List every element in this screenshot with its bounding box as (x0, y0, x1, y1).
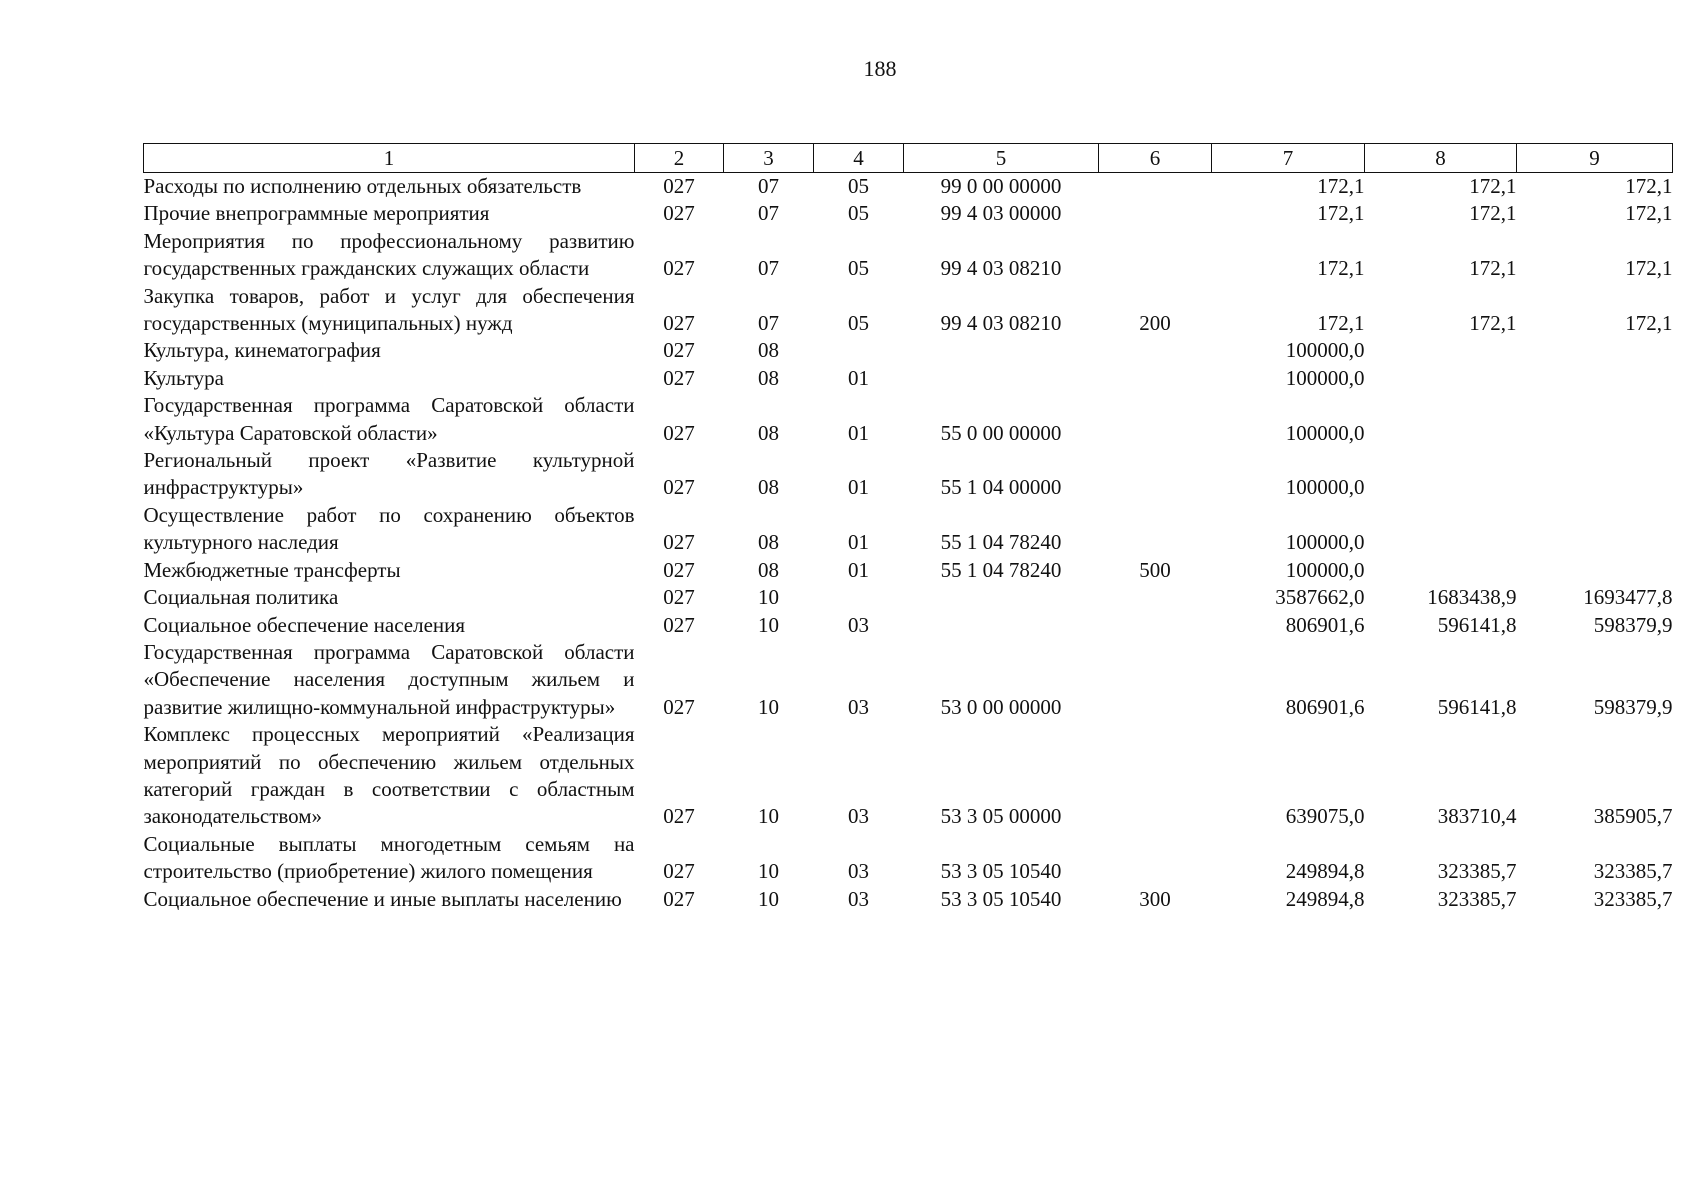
amount-col7-cell: 172,1 (1317, 311, 1365, 336)
amount-col9-cell (1517, 447, 1673, 502)
row-name-cell: Межбюджетные трансферты (143, 557, 401, 582)
column-header: 2 (635, 144, 724, 173)
code-cell: 027 (663, 804, 695, 829)
amount-col9-cell: 598379,9 (1593, 612, 1673, 637)
amount-col7-cell: 806901,6 (1285, 694, 1365, 719)
column-header: 8 (1365, 144, 1517, 173)
amount-col9-cell (1517, 392, 1673, 447)
column-header: 9 (1517, 144, 1673, 173)
amount-col9-cell: 172,1 (1625, 256, 1673, 281)
subsection-cell: 03 (848, 859, 869, 884)
amount-col8-cell: 323385,7 (1437, 859, 1517, 884)
row-name-cell: Культура, кинематография (143, 338, 381, 363)
target-article-cell: 99 4 03 08210 (940, 256, 1062, 281)
section-cell: 10 (758, 612, 779, 637)
amount-col9-cell: 598379,9 (1593, 694, 1673, 719)
table-row (144, 502, 1673, 557)
row-name-cell: Социальное обеспечение населения (143, 612, 466, 637)
subsection-cell: 05 (848, 311, 869, 336)
target-article-cell: 55 1 04 00000 (940, 475, 1062, 500)
section-cell: 10 (758, 804, 779, 829)
amount-col8-cell: 323385,7 (1437, 886, 1517, 911)
table-body (144, 173, 1673, 913)
amount-col7-cell: 806901,6 (1285, 612, 1365, 637)
amount-col8-cell (1365, 365, 1517, 392)
section-cell: 08 (758, 530, 779, 555)
code-cell: 027 (663, 530, 695, 555)
amount-col9-cell (1517, 337, 1673, 364)
table-row (144, 721, 1673, 831)
header-row (144, 144, 1673, 173)
target-article-cell (904, 365, 1099, 392)
subsection-cell: 03 (848, 804, 869, 829)
row-name-cell: Региональный проект «Развитие культурной инфраструктуры» (143, 448, 635, 500)
row-name-cell: Расходы по исполнению отдельных обязательств (143, 174, 582, 198)
amount-col8-cell: 172,1 (1469, 201, 1517, 226)
expense-type-cell (1099, 831, 1212, 886)
table-row (144, 337, 1673, 364)
subsection-cell: 01 (848, 365, 869, 390)
amount-col8-cell: 383710,4 (1437, 804, 1517, 829)
section-cell: 10 (758, 585, 779, 610)
section-cell: 07 (758, 311, 779, 336)
amount-col7-cell: 639075,0 (1285, 804, 1365, 829)
section-cell: 07 (758, 201, 779, 226)
amount-col8-cell (1365, 447, 1517, 502)
amount-col7-cell: 172,1 (1317, 256, 1365, 281)
code-cell: 027 (663, 612, 695, 637)
code-cell: 027 (663, 475, 695, 500)
amount-col8-cell (1365, 392, 1517, 447)
code-cell: 027 (663, 859, 695, 884)
section-cell: 08 (758, 475, 779, 500)
table-row (144, 173, 1673, 201)
row-name-cell: Государственная программа Саратовской области «Обеспечение населения доступным жильем и развитие жилищно-коммунальной инфраструктуры» (143, 639, 635, 719)
table-row (144, 228, 1673, 283)
amount-col7-cell: 100000,0 (1285, 557, 1365, 582)
target-article-cell: 99 0 00 00000 (940, 174, 1062, 198)
code-cell: 027 (663, 174, 695, 198)
expense-type-cell: 200 (1139, 311, 1171, 336)
subsection-cell (814, 584, 904, 611)
row-name-cell: Социальное обеспечение и иные выплаты населению (143, 886, 622, 911)
target-article-cell: 99 4 03 00000 (940, 201, 1062, 226)
target-article-cell: 53 3 05 00000 (940, 804, 1062, 829)
code-cell: 027 (663, 201, 695, 226)
table-row (144, 365, 1673, 392)
subsection-cell: 05 (848, 201, 869, 226)
subsection-cell: 01 (848, 420, 869, 445)
amount-col8-cell: 1683438,9 (1427, 585, 1517, 610)
table-row (144, 283, 1673, 338)
table-row (144, 584, 1673, 611)
row-name-cell: Социальные выплаты многодетным семьям на строительство (приобретение) жилого помещения (143, 831, 635, 884)
table-row (144, 831, 1673, 886)
subsection-cell: 01 (848, 530, 869, 555)
column-header: 5 (904, 144, 1099, 173)
subsection-cell: 03 (848, 886, 869, 911)
code-cell: 027 (663, 365, 695, 390)
amount-col9-cell (1517, 557, 1673, 584)
expense-type-cell (1099, 365, 1212, 392)
row-name-cell: Культура (143, 365, 224, 390)
amount-col7-cell: 172,1 (1317, 201, 1365, 226)
code-cell: 027 (663, 420, 695, 445)
subsection-cell: 03 (848, 694, 869, 719)
amount-col9-cell (1517, 365, 1673, 392)
code-cell: 027 (663, 311, 695, 336)
code-cell: 027 (663, 256, 695, 281)
expense-type-cell (1099, 584, 1212, 611)
subsection-cell (814, 337, 904, 364)
target-article-cell: 53 3 05 10540 (940, 886, 1062, 911)
column-header: 6 (1099, 144, 1212, 173)
amount-col9-cell: 323385,7 (1593, 886, 1673, 911)
column-header: 3 (724, 144, 814, 173)
amount-col9-cell: 172,1 (1625, 201, 1673, 226)
amount-col7-cell: 249894,8 (1285, 886, 1365, 911)
expense-type-cell (1099, 200, 1212, 227)
expense-type-cell (1099, 228, 1212, 283)
section-cell: 07 (758, 174, 779, 198)
expense-type-cell (1099, 337, 1212, 364)
code-cell: 027 (663, 694, 695, 719)
section-cell: 10 (758, 886, 779, 911)
subsection-cell: 05 (848, 174, 869, 198)
page-number: 188 (863, 56, 897, 81)
amount-col9-cell (1517, 502, 1673, 557)
amount-col7-cell: 100000,0 (1285, 365, 1365, 390)
code-cell: 027 (663, 886, 695, 911)
amount-col7-cell: 100000,0 (1285, 530, 1365, 555)
section-cell: 08 (758, 365, 779, 390)
expense-type-cell: 300 (1139, 886, 1171, 911)
table-row (144, 612, 1673, 639)
target-article-cell: 53 0 00 00000 (940, 694, 1062, 719)
amount-col9-cell: 172,1 (1625, 174, 1673, 198)
target-article-cell: 99 4 03 08210 (940, 311, 1062, 336)
amount-col8-cell: 172,1 (1469, 311, 1517, 336)
subsection-cell: 05 (848, 256, 869, 281)
section-cell: 10 (758, 694, 779, 719)
amount-col8-cell (1365, 337, 1517, 364)
row-name-cell: Закупка товаров, работ и услуг для обеспечения государственных (муниципальных) нужд (143, 283, 635, 336)
section-cell: 08 (758, 338, 779, 363)
subsection-cell: 01 (848, 557, 869, 582)
expense-type-cell (1099, 447, 1212, 502)
amount-col9-cell: 172,1 (1625, 311, 1673, 336)
row-name-cell: Прочие внепрограммные мероприятия (143, 201, 490, 226)
row-name-cell: Осуществление работ по сохранению объектов культурного наследия (143, 502, 635, 555)
amount-col8-cell (1365, 502, 1517, 557)
budget-table (143, 143, 1673, 913)
row-name-cell: Комплекс процессных мероприятий «Реализация мероприятий по обеспечению жильем отдельных категорий граждан в соответствии с областным законодательством» (143, 722, 635, 829)
expense-type-cell (1099, 721, 1212, 831)
target-article-cell: 53 3 05 10540 (940, 859, 1062, 884)
amount-col7-cell: 100000,0 (1285, 338, 1365, 363)
table-row (144, 447, 1673, 502)
expense-type-cell (1099, 612, 1212, 639)
expense-type-cell (1099, 392, 1212, 447)
amount-col9-cell: 385905,7 (1593, 804, 1673, 829)
target-article-cell (904, 612, 1099, 639)
code-cell: 027 (663, 338, 695, 363)
section-cell: 07 (758, 256, 779, 281)
column-header: 1 (144, 144, 635, 173)
target-article-cell: 55 1 04 78240 (940, 557, 1062, 582)
expense-type-cell: 500 (1139, 557, 1171, 582)
target-article-cell (904, 584, 1099, 611)
amount-col7-cell: 172,1 (1317, 174, 1365, 198)
amount-col7-cell: 249894,8 (1285, 859, 1365, 884)
subsection-cell: 01 (848, 475, 869, 500)
target-article-cell (904, 337, 1099, 364)
subsection-cell: 03 (848, 612, 869, 637)
amount-col8-cell: 172,1 (1469, 174, 1517, 198)
table-row (144, 392, 1673, 447)
table-row (144, 557, 1673, 584)
amount-col7-cell: 100000,0 (1285, 420, 1365, 445)
section-cell: 08 (758, 420, 779, 445)
row-name-cell: Мероприятия по профессиональному развитию государственных гражданских служащих области (143, 228, 635, 281)
amount-col9-cell: 323385,7 (1593, 859, 1673, 884)
expense-type-cell (1099, 639, 1212, 721)
amount-col8-cell (1365, 557, 1517, 584)
section-cell: 10 (758, 859, 779, 884)
section-cell: 08 (758, 557, 779, 582)
code-cell: 027 (663, 557, 695, 582)
amount-col7-cell: 100000,0 (1285, 475, 1365, 500)
amount-col8-cell: 172,1 (1469, 256, 1517, 281)
column-header: 4 (814, 144, 904, 173)
amount-col8-cell: 596141,8 (1437, 612, 1517, 637)
column-header: 7 (1212, 144, 1365, 173)
target-article-cell: 55 1 04 78240 (940, 530, 1062, 555)
table-row (144, 886, 1673, 913)
target-article-cell: 55 0 00 00000 (940, 420, 1062, 445)
table-row (144, 200, 1673, 227)
amount-col7-cell: 3587662,0 (1275, 585, 1365, 610)
amount-col9-cell: 1693477,8 (1583, 585, 1673, 610)
row-name-cell: Социальная политика (143, 585, 339, 610)
expense-type-cell (1099, 502, 1212, 557)
code-cell: 027 (663, 585, 695, 610)
table-row (144, 639, 1673, 721)
row-name-cell: Государственная программа Саратовской области «Культура Саратовской области» (143, 393, 635, 445)
amount-col8-cell: 596141,8 (1437, 694, 1517, 719)
expense-type-cell (1099, 173, 1212, 201)
